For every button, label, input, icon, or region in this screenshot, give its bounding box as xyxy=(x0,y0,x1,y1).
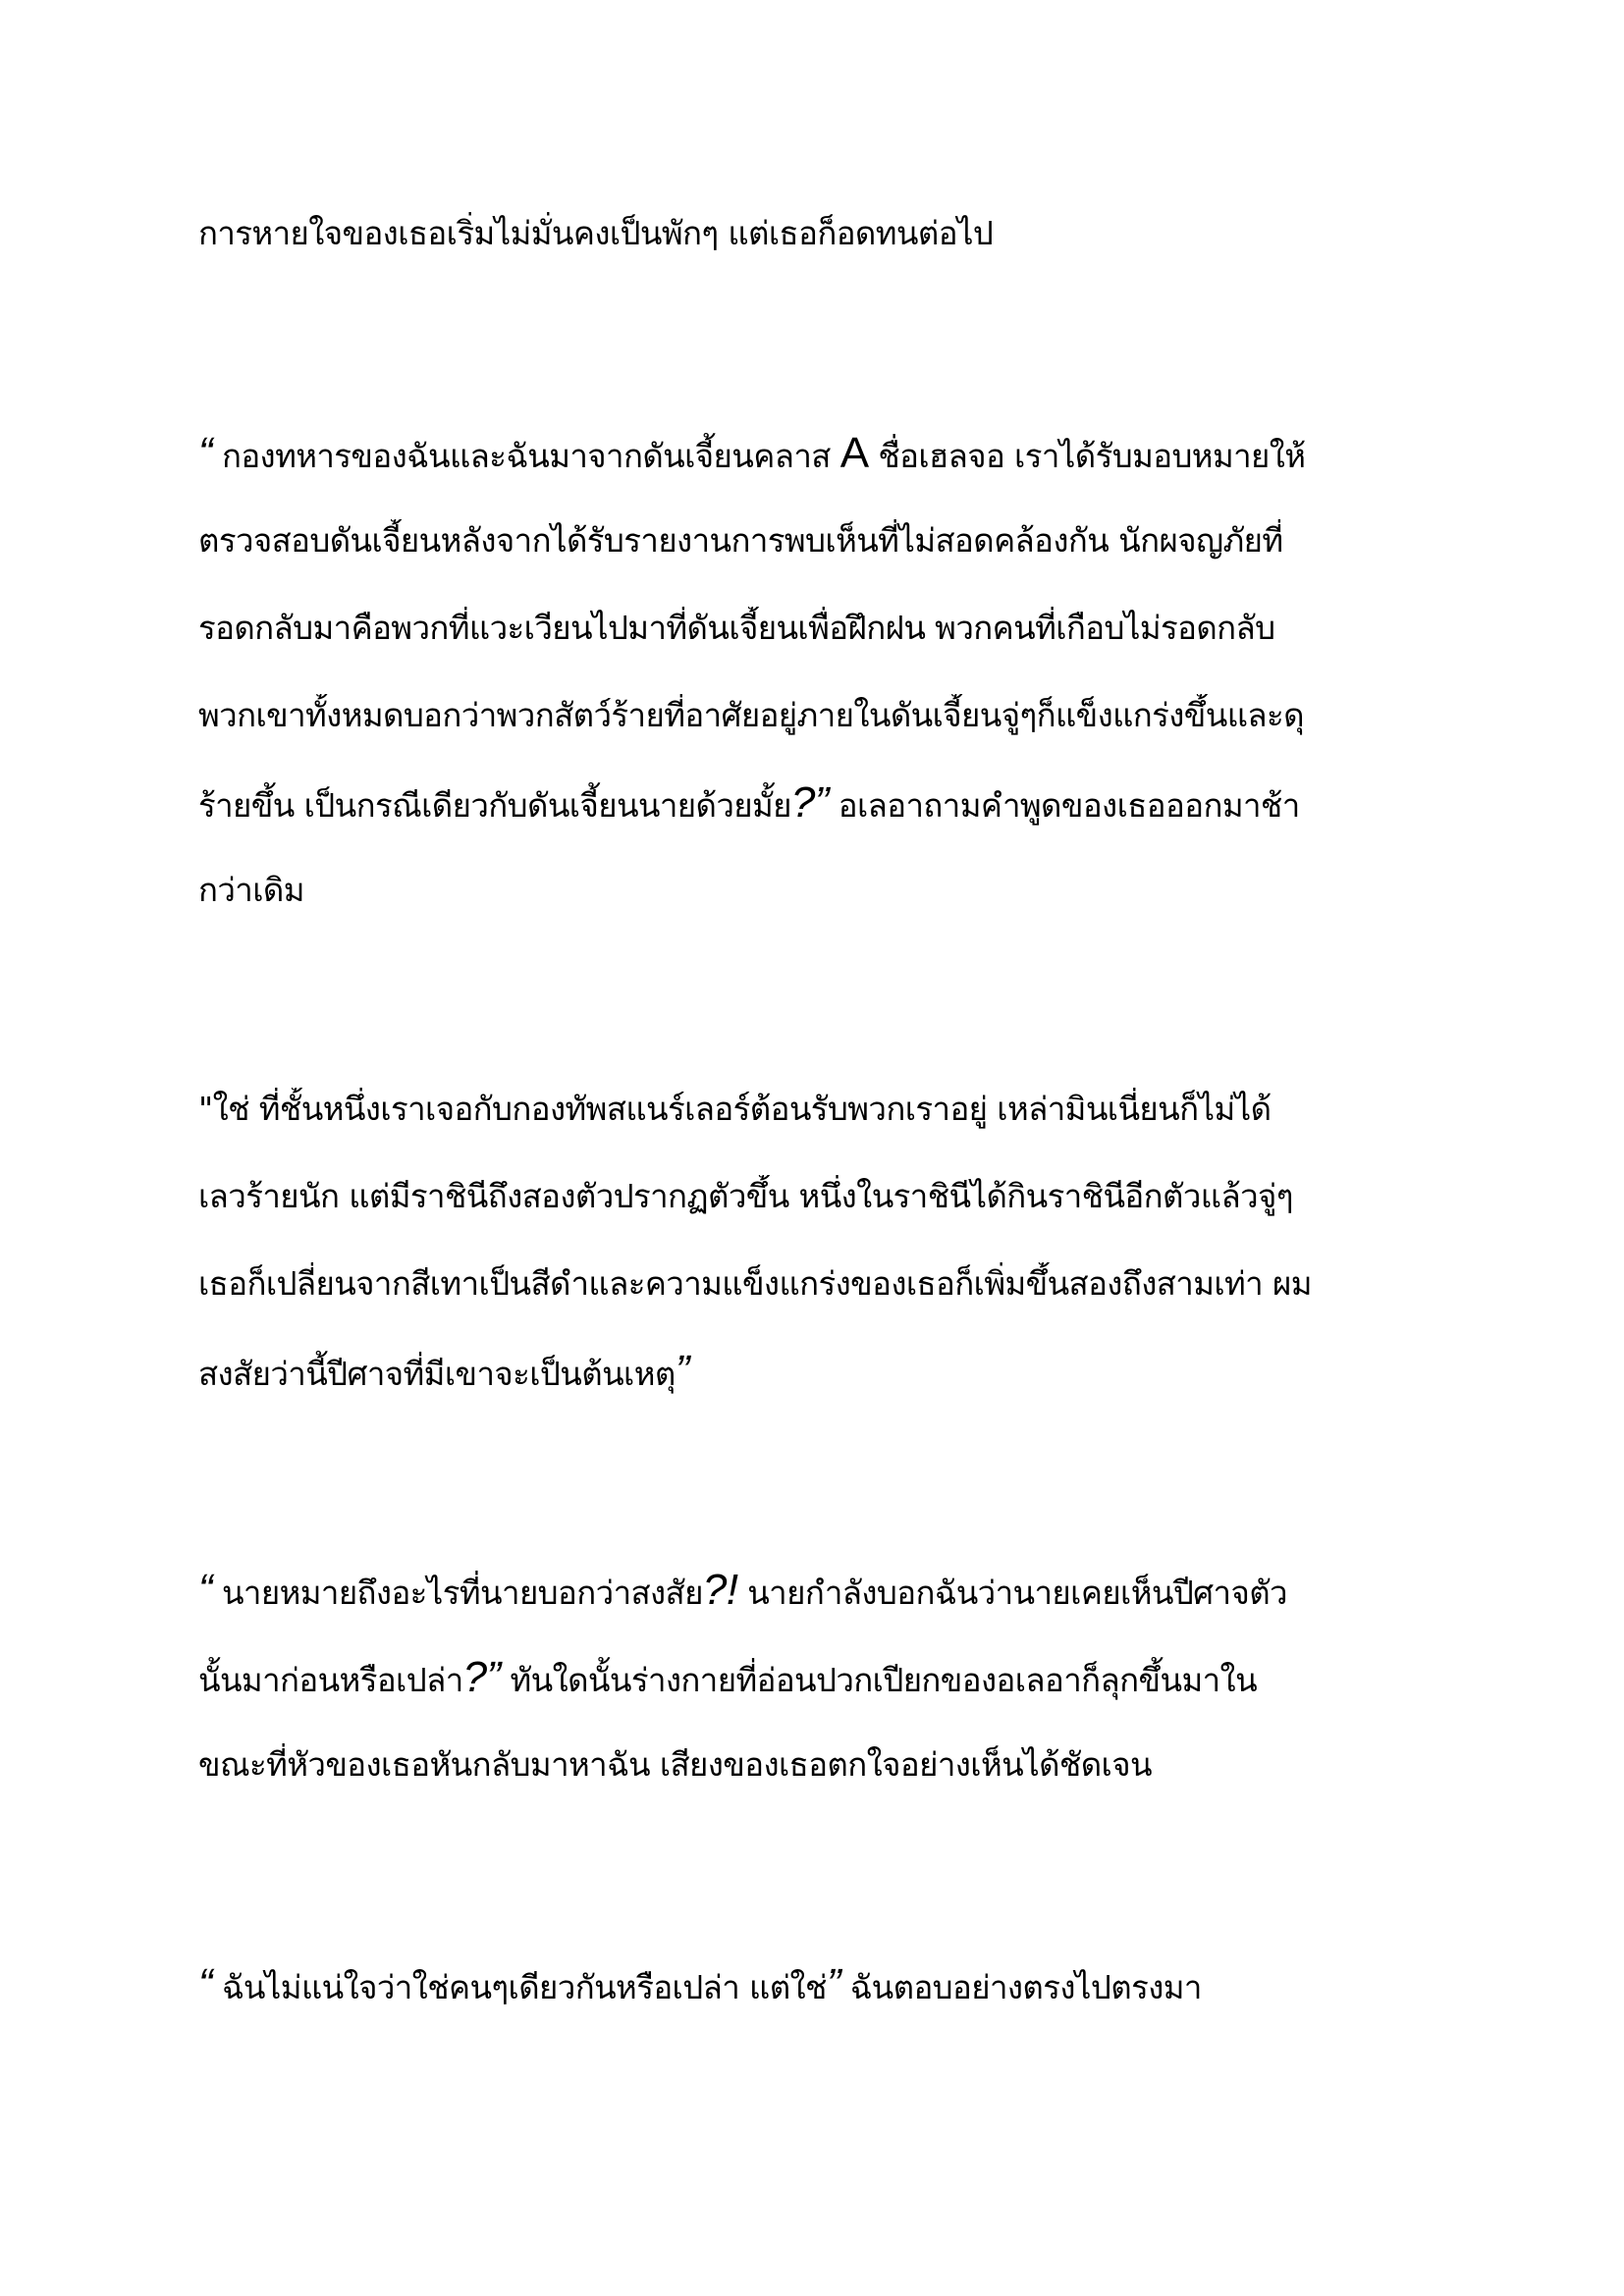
paragraph-3-line-4 xyxy=(198,1350,1435,1396)
question-close-quote: ?” xyxy=(790,781,829,827)
text-run: อเลอาถามคำพูดของเธอออกมาช้า xyxy=(828,786,1300,825)
paragraph-5-line-1 xyxy=(198,1963,1435,2009)
open-quote: “ xyxy=(198,1569,213,1614)
paragraph-4-line-3: ขณะที่หัวของเธอหันกลับมาหาฉัน เสียงของเธอตกใจอย่างเห็นได้ชัดเจน xyxy=(198,1745,1152,1784)
text-run: สงสัยว่านี้ปีศาจที่มีเขาจะเป็นต้นเหตุ xyxy=(198,1355,676,1393)
text-run: ชื่อเฮลจอ เราได้รับมอบหมายให้ xyxy=(868,437,1306,475)
paragraph-3-line-1: "ใช่ ที่ชั้นหนึ่งเราเจอกับกองทัพสแนร์เลอร์ต้อนรับพวกเราอยู่ เหล่ามินเนี่ยนก็ไม่ได้ xyxy=(198,1090,1272,1128)
paragraph-2-line-6: กว่าเดิม xyxy=(198,871,304,909)
paragraph-2-line-3: รอดกลับมาคือพวกที่แวะเวียนไปมาที่ดันเจี้ยนเพื่อฝึกฝน พวกคนที่เกือบไม่รอดกลับ xyxy=(198,609,1275,647)
open-quote: “ xyxy=(198,1963,213,2008)
text-run: ร้ายขึ้น เป็นกรณีเดียวกับดันเจี้ยนนายด้วยมั้ย xyxy=(198,786,791,825)
text-run: นายหมายถึงอะไรที่นายบอกว่าสงสัย xyxy=(212,1574,703,1612)
text-run: กองทหารของฉันและฉันมาจากดันเจี้ยนคลาส xyxy=(212,437,840,475)
paragraph-3-line-3: เธอก็เปลี่ยนจากสีเทาเป็นสีดำและความแข็งแกร่งของเธอก็เพิ่มขึ้นสองถึงสามเท่า ผม xyxy=(198,1264,1312,1303)
text-run: นั้นมาก่อนหรือเปล่า xyxy=(198,1661,463,1699)
paragraph-2-line-1 xyxy=(198,432,1435,478)
paragraph-4-line-1 xyxy=(198,1569,1435,1615)
class-letter: A xyxy=(839,432,869,477)
paragraph-2-line-4: พวกเขาทั้งหมดบอกว่าพวกสัตว์ร้ายที่อาศัยอยู่ภายในดันเจี้ยนจู่ๆก็แข็งแกร่งขึ้นและดุ xyxy=(198,696,1304,734)
paragraph-4-line-2 xyxy=(198,1656,1435,1702)
paragraph-1-line-1: การหายใจของเธอเริ่มไม่มั่นคงเป็นพักๆ แต่เธอก็อดทนต่อไป xyxy=(198,214,994,252)
paragraph-3-line-2: เลวร้ายนัก แต่มีราชินีถึงสองตัวปรากฏตัวขึ้น หนึ่งในราชินีได้กินราชินีอีกตัวแล้วจู่ๆ xyxy=(198,1177,1293,1215)
paragraph-2-line-2: ตรวจสอบดันเจี้ยนหลังจากได้รับรายงานการพบเห็นที่ไม่สอดคล้องกัน นักผจญภัยที่ xyxy=(198,521,1283,560)
close-quote: ” xyxy=(826,1963,840,2008)
paragraph-2-line-5 xyxy=(198,781,1435,828)
text-run: ฉันไม่แน่ใจว่าใช่คนๆเดียวกันหรือเปล่า แต่ใช่ xyxy=(212,1968,827,2006)
close-quote: ” xyxy=(675,1350,689,1395)
question-close-quote: ?” xyxy=(462,1656,501,1701)
open-quote: “ xyxy=(198,432,213,477)
text-run: ทันใดนั้นร่างกายที่อ่อนปวกเปียกของอเลอาก็ลุกขึ้นมาใน xyxy=(500,1661,1258,1699)
text-run: นายกำลังบอกฉันว่านายเคยเห็นปีศาจตัว xyxy=(737,1574,1287,1612)
interrobang-mark: ?! xyxy=(702,1569,738,1614)
text-run: ฉันตอบอย่างตรงไปตรงมา xyxy=(839,1968,1202,2006)
